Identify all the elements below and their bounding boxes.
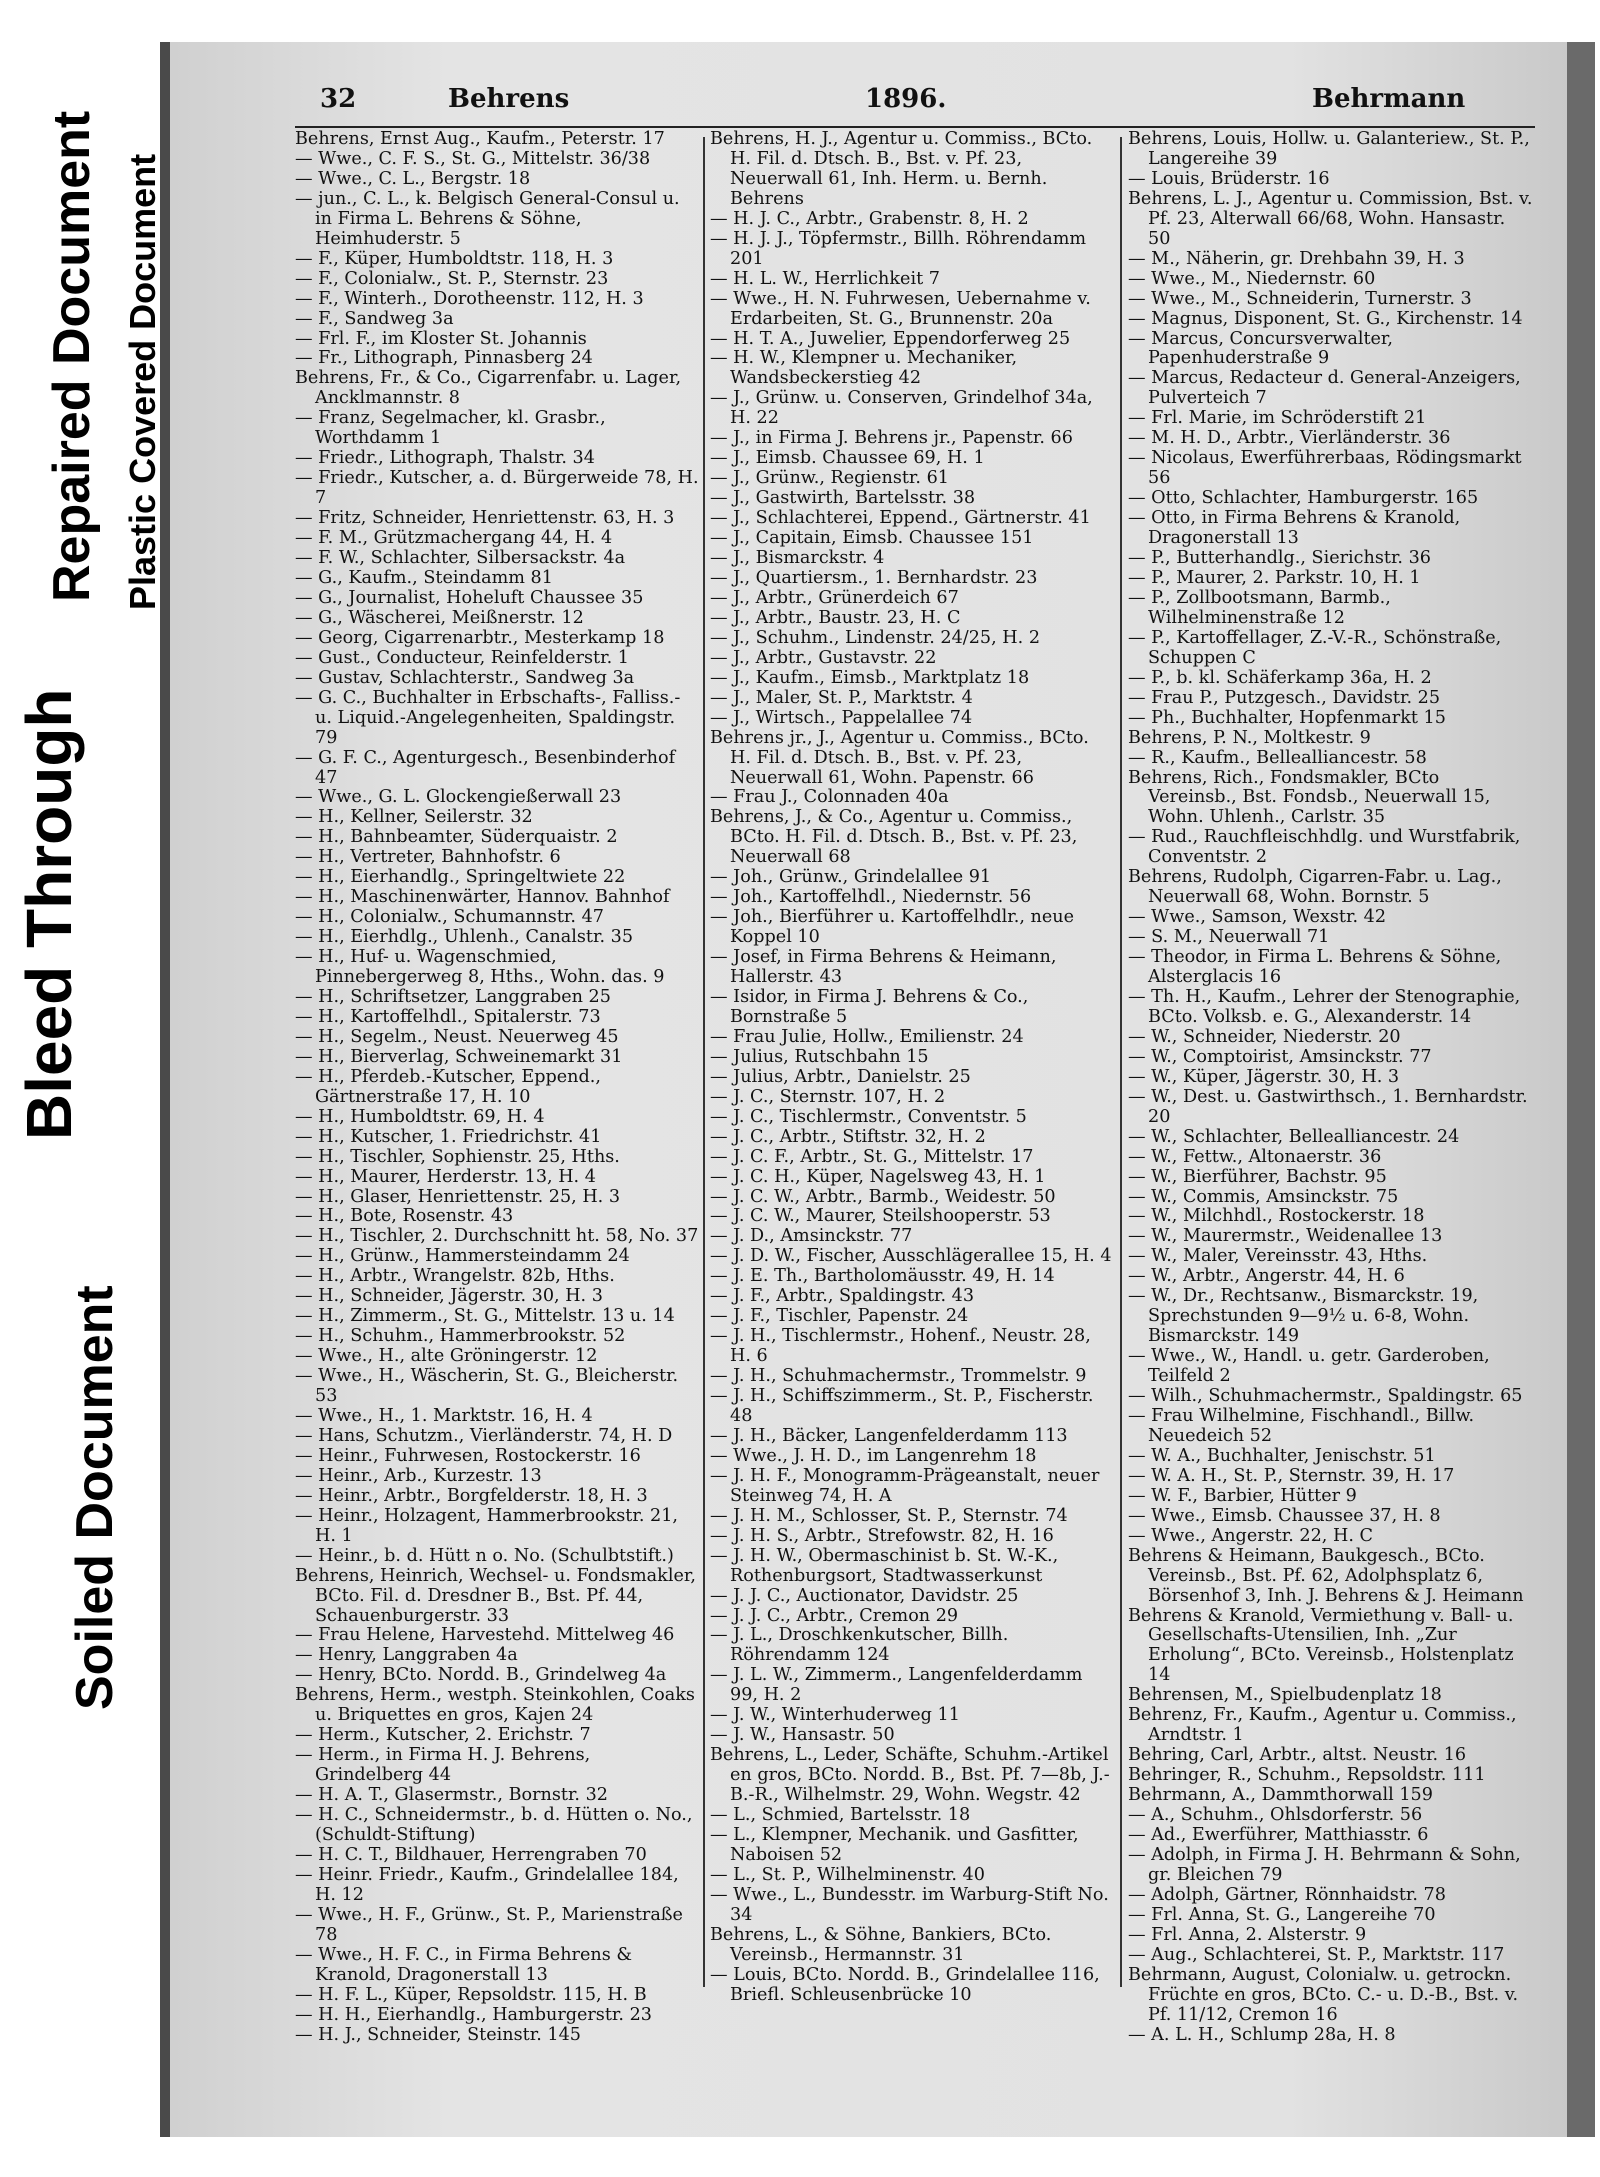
directory-entry: — H. J. J., Töpfermstr., Billh. Röhrendamm 201 (710, 228, 1087, 269)
directory-entry: — F., Küper, Humboldtstr. 118, H. 3 (295, 248, 614, 269)
directory-entry: — H., Bierverlag, Schweinemarkt 31 (295, 1046, 623, 1067)
directory-entry: — Wwe., H. F. C., in Firma Behrens & Kranold, Dragonerstall 13 (295, 1944, 632, 1985)
directory-entry: — Franz, Segelmacher, kl. Grasbr., Worthdamm 1 (295, 408, 606, 449)
directory-entry: — W., Milchhdl., Rostockerstr. 18 (1128, 1206, 1425, 1227)
directory-entry: — Theodor, in Firma L. Behrens & Söhne, Alsterglacis 16 (1128, 947, 1502, 988)
directory-entry: — Wwe., H., Wäscherin, St. G., Bleicherstr. 53 (295, 1366, 679, 1407)
directory-entry: — J. C., Arbtr., Stiftstr. 32, H. 2 (710, 1126, 986, 1147)
directory-entry: — J., Grünw., Regienstr. 61 (710, 468, 949, 489)
directory-entry: — W., Maurermstr., Weidenallee 13 (1128, 1226, 1443, 1247)
directory-entry: — Joh., Bierführer u. Kartoffelhdlr., neue Koppel 10 (710, 907, 1075, 948)
directory-entry: — H., Humboldtstr. 69, H. 4 (295, 1106, 545, 1127)
directory-entry: — J. H. S., Arbtr., Strefowstr. 82, H. 16 (710, 1525, 1054, 1546)
bleed-through-label: Bleed Through (13, 688, 85, 1140)
directory-entry: — W. A. H., St. P., Sternstr. 39, H. 17 (1128, 1465, 1455, 1486)
directory-entry: — J. J. C., Arbtr., Cremon 29 (710, 1605, 959, 1626)
directory-entry: — H. C., Schneidermstr., b. d. Hütten o. No., (Schuldt-Stiftung) (295, 1805, 693, 1846)
directory-entry: — J. C., Tischlermstr., Conventstr. 5 (710, 1106, 1027, 1127)
directory-entry: Behrens, Herm., westph. Steinkohlen, Coaks u. Briquettes en gros, Kajen 24 (295, 1685, 695, 1726)
directory-entry: — Frl. F., im Kloster St. Johannis (295, 328, 587, 349)
directory-entry: — Wilh., Schuhmachermstr., Spaldingstr. 65 (1128, 1386, 1523, 1407)
directory-entry: — Friedr., Kutscher, a. d. Bürgerweide 78, H. 7 (295, 468, 699, 509)
directory-entry: — J. H. F., Monogramm-Prägeanstalt, neuer Steinweg 74, H. A (710, 1465, 1100, 1506)
directory-entry: Behrens, Rich., Fondsmakler, BCto Vereinsb., Bst. Fondsb., Neuerwall 15, Wohn. Uhlenh., Carlstr. 35 (1128, 767, 1491, 828)
directory-entry: — H., Tischler, Sophienstr. 25, Hths. (295, 1146, 620, 1167)
directory-entry: — H. J., Schneider, Steinstr. 145 (295, 2024, 581, 2045)
directory-entry: — L., St. P., Wilhelminenstr. 40 (710, 1864, 985, 1885)
directory-entry: — F., Winterh., Dorotheenstr. 112, H. 3 (295, 288, 644, 309)
directory-entry: — J. C. F., Arbtr., St. G., Mittelstr. 17 (710, 1146, 1034, 1167)
directory-entry: — Wwe., H., alte Gröningerstr. 12 (295, 1346, 598, 1367)
directory-entry: — J., Grünw. u. Conserven, Grindelhof 34a, H. 22 (710, 388, 1093, 429)
directory-entry: Behrens, Heinrich, Wechsel- u. Fondsmakler, BCto. Fil. d. Dresdner B., Bst. Pf. 44, Schauenburgerstr. 33 (295, 1565, 696, 1626)
directory-entry: — Wwe., Eimsb. Chaussee 37, H. 8 (1128, 1505, 1441, 1526)
directory-entry: — W., Arbtr., Angerstr. 44, H. 6 (1128, 1266, 1405, 1287)
directory-entry: — Magnus, Disponent, St. G., Kirchenstr. 14 (1128, 308, 1523, 329)
directory-entry: Behrmann, August, Colonialw. u. getrockn. Früchte en gros, BCto. C.- u. D.-B., Bst. v. Pf. 11/12, Cremon 16 (1128, 1964, 1519, 2025)
directory-entry: — Isidor, in Firma J. Behrens & Co., Bornstraße 5 (710, 986, 1029, 1027)
directory-entry: — F. W., Schlachter, Silbersackstr. 4a (295, 548, 626, 569)
directory-entry: Behrens, L., Leder, Schäfte, Schuhm.-Artikel en gros, BCto. Nordd. B., Bst. Pf. 7—8b, J.-B.-R., Wilhelmstr. 29, Wohn. Wegstr. 42 (710, 1745, 1110, 1806)
directory-entry: — Frau P., Putzgesch., Davidstr. 25 (1128, 687, 1441, 708)
directory-entry: — H., Huf- u. Wagenschmied, Pinnebergerweg 8, Hths., Wohn. das. 9 (295, 947, 665, 988)
directory-entry: — J., Schuhm., Lindenstr. 24/25, H. 2 (710, 627, 1041, 648)
directory-entry: — J. C., Sternstr. 107, H. 2 (710, 1086, 946, 1107)
directory-entry: — Rud., Rauchfleischhdlg. und Wurstfabrik, Conventstr. 2 (1128, 827, 1521, 868)
directory-entry: — Louis, BCto. Nordd. B., Grindelallee 116, Briefl. Schleusenbrücke 10 (710, 1964, 1100, 2005)
directory-entry: — H. H., Eierhandlg., Hamburgerstr. 23 (295, 2004, 652, 2025)
directory-entry: — J. H., Schiffszimmerm., St. P., Fischerstr. 48 (710, 1386, 1094, 1426)
directory-entry: — Th. H., Kaufm., Lehrer der Stenographie, BCto. Volksb. e. G., Alexanderstr. 14 (1128, 986, 1521, 1027)
directory-entry: — P., Butterhandlg., Sierichstr. 36 (1128, 548, 1432, 569)
directory-entry: — S. M., Neuerwall 71 (1128, 927, 1330, 948)
directory-entry: Behrens & Heimann, Baukgesch., BCto. Vereinsb., Bst. Pf. 62, Adolphsplatz 6, Börsenhof 3, Inh. J. Behrens & J. Heimann (1128, 1545, 1524, 1606)
directory-entry: — J., in Firma J. Behrens jr., Papenstr. 66 (710, 428, 1073, 449)
directory-entry: — Gust., Conducteur, Reinfelderstr. 1 (295, 647, 629, 668)
directory-entry: — Heinr., b. d. Hütt n o. No. (Schulbtstift.) (295, 1545, 674, 1566)
directory-entry: — J., Bismarckstr. 4 (710, 548, 885, 569)
repaired-document-label: Repaired Document (43, 110, 101, 602)
directory-entry: — Joh., Grünw., Grindelallee 91 (710, 867, 992, 888)
directory-entry: — J. H. W., Obermaschinist b. St. W.-K., Rothenburgsort, Stadtwasserkunst (710, 1545, 1059, 1586)
directory-entry: — W., Dest. u. Gastwirthsch., 1. Bernhardstr. 20 (1128, 1086, 1528, 1127)
directory-entry: — Friedr., Lithograph, Thalstr. 34 (295, 448, 595, 469)
directory-entry: — J., Maler, St. P., Marktstr. 4 (710, 687, 973, 708)
directory-entry: — J. C. H., Küper, Nagelsweg 43, H. 1 (710, 1166, 1046, 1187)
directory-entry: Behrens jr., J., Agentur u. Commiss., BCto. H. Fil. d. Dtsch. B., Bst. v. Pf. 23, Neuerwall 61, Wohn. Papenstr. 66 (710, 727, 1089, 788)
directory-entry: — H., Schneider, Jägerstr. 30, H. 3 (295, 1286, 603, 1307)
directory-entry: — H., Grünw., Hammersteindamm 24 (295, 1246, 630, 1267)
directory-entry: — J. L., Droschkenkutscher, Billh. Röhrendamm 124 (710, 1625, 1009, 1666)
header-rule (295, 126, 1535, 128)
page-header (320, 84, 1540, 124)
directory-entry: — G., Kaufm., Steindamm 81 (295, 567, 553, 588)
directory-entry: — J. W., Winterhuderweg 11 (710, 1705, 960, 1726)
directory-entry: — H. J. C., Arbtr., Grabenstr. 8, H. 2 (710, 208, 1029, 229)
directory-entry: — Frau Julie, Hollw., Emilienstr. 24 (710, 1026, 1024, 1047)
directory-entry: — Otto, Schlachter, Hamburgerstr. 165 (1128, 488, 1479, 509)
directory-entry: — Ph., Buchhalter, Hopfenmarkt 15 (1128, 707, 1446, 728)
directory-entry: — Adolph, Gärtner, Rönnhaidstr. 78 (1128, 1884, 1446, 1905)
directory-entry: — Frl. Anna, St. G., Langereihe 70 (1128, 1904, 1436, 1925)
page-edge-shadow (1567, 42, 1595, 2137)
scanned-page (160, 42, 1595, 2137)
directory-entry: — A., Schuhm., Ohlsdorferstr. 56 (1128, 1805, 1423, 1826)
directory-entry: — J., Arbtr., Grünerdeich 67 (710, 587, 959, 608)
directory-entry: Behrens, Rudolph, Cigarren-Fabr. u. Lag., Neuerwall 68, Wohn. Bornstr. 5 (1128, 867, 1502, 908)
directory-entry: — Joh., Kartoffelhdl., Niedernstr. 56 (710, 887, 1032, 908)
directory-entry: — J. H., Tischlermstr., Hohenf., Neustr. 28, H. 6 (710, 1326, 1091, 1367)
directory-entry: — W., Maler, Vereinsstr. 43, Hths. (1128, 1246, 1428, 1267)
directory-entry: — J., Eimsb. Chaussee 69, H. 1 (710, 448, 985, 469)
directory-entry: — Heinr., Arb., Kurzestr. 13 (295, 1465, 542, 1486)
year-heading: 1896. (865, 84, 947, 114)
directory-entry: — Herm., in Firma H. J. Behrens, Grindelberg 44 (295, 1745, 591, 1786)
directory-entry: — W., Dr., Rechtsanw., Bismarckstr. 19, Sprechstunden 9—9½ u. 6-8, Wohn. Bismarckstr. 149 (1128, 1286, 1479, 1347)
directory-entry: — J. W., Hansastr. 50 (710, 1725, 895, 1746)
directory-entry: — P., Maurer, 2. Parkstr. 10, H. 1 (1128, 567, 1421, 588)
directory-entry: — Julius, Rutschbahn 15 (710, 1046, 929, 1067)
directory-entry: — F. M., Grützmachergang 44, H. 4 (295, 528, 613, 549)
directory-entry: — H., Schuhm., Hammerbrookstr. 52 (295, 1326, 626, 1347)
directory-entry: — Fritz, Schneider, Henriettenstr. 63, H. 3 (295, 508, 675, 529)
directory-entry: — Wwe., C. F. S., St. G., Mittelstr. 36/38 (295, 148, 651, 169)
directory-entry: — L., Schmied, Bartelsstr. 18 (710, 1805, 971, 1826)
directory-entry: — Marcus, Concursverwalter, Papenhuderstraße 9 (1128, 328, 1393, 369)
directory-entry: — Frau Helene, Harvestehd. Mittelweg 46 (295, 1625, 675, 1646)
directory-entry: — J. H., Schuhmachermstr., Trommelstr. 9 (710, 1366, 1087, 1387)
directory-entry: — Frau Wilhelmine, Fischhandl., Billw. Neuedeich 52 (1128, 1406, 1475, 1446)
directory-entry: — W., Schlachter, Bellealliancestr. 24 (1128, 1126, 1460, 1147)
directory-entry: — Hans, Schutzm., Vierländerstr. 74, H. D (295, 1425, 673, 1446)
directory-entry: — H., Zimmerm., St. G., Mittelstr. 13 u. 14 (295, 1306, 675, 1327)
directory-entry: — Wwe., W., Handl. u. getr. Garderoben, Teilfeld 2 (1128, 1346, 1490, 1387)
directory-entry: — H., Eierhdlg., Uhlenh., Canalstr. 35 (295, 927, 634, 948)
directory-entry: — J., Kaufm., Eimsb., Marktplatz 18 (710, 667, 1030, 688)
directory-entry: Behrens, P. N., Moltkestr. 9 (1128, 727, 1371, 748)
directory-entry: — W., Bierführer, Bachstr. 95 (1128, 1166, 1387, 1187)
directory-entry: — Frau J., Colonnaden 40a (710, 787, 949, 808)
directory-entry: Behrensen, M., Spielbudenplatz 18 (1128, 1685, 1442, 1706)
directory-entry: — H. C. T., Bildhauer, Herrengraben 70 (295, 1844, 647, 1865)
directory-entry: — W., Küper, Jägerstr. 30, H. 3 (1128, 1066, 1400, 1087)
directory-entry: — J. C. W., Maurer, Steilshooperstr. 53 (710, 1206, 1051, 1227)
directory-entry: — Frl. Marie, im Schröderstift 21 (1128, 408, 1427, 429)
directory-entry: — M., Näherin, gr. Drehbahn 39, H. 3 (1128, 248, 1465, 269)
directory-entry: — J. H. M., Schlosser, St. P., Sternstr. 74 (710, 1505, 1068, 1526)
directory-entry: — H., Kartoffelhdl., Spitalerstr. 73 (295, 1006, 601, 1027)
directory-entry: — H. T. A., Juwelier, Eppendorferweg 25 (710, 328, 1071, 349)
directory-entry: — J. E. Th., Bartholomäusstr. 49, H. 14 (710, 1266, 1055, 1287)
directory-entry: — H., Maschinenwärter, Hannov. Bahnhof (295, 887, 670, 908)
directory-entry: — J. C. W., Arbtr., Barmb., Weidestr. 50 (710, 1186, 1056, 1207)
directory-entry: — A. L. H., Schlump 28a, H. 8 (1128, 2024, 1396, 2045)
column-separator (703, 137, 705, 1987)
directory-entry: — H., Segelm., Neust. Neuerweg 45 (295, 1026, 619, 1047)
directory-entry: — Georg, Cigarrenarbtr., Mesterkamp 18 (295, 627, 665, 648)
left-running-head: Behrens (448, 84, 570, 114)
directory-entry: — Wwe., Samson, Wexstr. 42 (1128, 907, 1387, 928)
directory-entry: — Wwe., G. L. Glockengießerwall 23 (295, 787, 622, 808)
directory-entry: — J. F., Arbtr., Spaldingstr. 43 (710, 1286, 975, 1307)
directory-entry: — Josef, in Firma Behrens & Heimann, Hallerstr. 43 (710, 947, 1057, 988)
directory-entry: — W., Schneider, Niederstr. 20 (1128, 1026, 1401, 1047)
directory-entry: — W., Commis, Amsinckstr. 75 (1128, 1186, 1399, 1207)
directory-entry: — J., Capitain, Eimsb. Chaussee 151 (710, 528, 1034, 549)
directory-entry: Behringer, R., Schuhm., Repsoldstr. 111 (1128, 1765, 1486, 1786)
directory-entry: — Nicolaus, Ewerführerbaas, Rödingsmarkt 56 (1128, 448, 1522, 489)
directory-entry: — J. J. C., Auctionator, Davidstr. 25 (710, 1585, 1019, 1606)
directory-entry: — W., Fettw., Altonaerstr. 36 (1128, 1146, 1382, 1167)
directory-entry: Behrens, L., & Söhne, Bankiers, BCto. Vereinsb., Hermannstr. 31 (710, 1924, 1052, 1965)
directory-entry: — J., Schlachterei, Eppend., Gärtnerstr. 41 (710, 508, 1091, 529)
directory-entry: Behrmann, A., Dammthorwall 159 (1128, 1785, 1433, 1806)
directory-entry: — G., Journalist, Hoheluft Chaussee 35 (295, 587, 644, 608)
directory-entry: — M. H. D., Arbtr., Vierländerstr. 36 (1128, 428, 1451, 449)
directory-entry: Behrens, H. J., Agentur u. Commiss., BCto. H. Fil. d. Dtsch. B., Bst. v. Pf. 23, Neuerwall 61, Inh. Herm. u. Bernh. Behrens (710, 129, 1093, 209)
directory-entry: — P., Zollbootsmann, Barmb., Wilhelminenstraße 12 (1128, 587, 1391, 628)
directory-entry: — H., Maurer, Herderstr. 13, H. 4 (295, 1166, 596, 1187)
directory-entry: — Fr., Lithograph, Pinnasberg 24 (295, 348, 593, 369)
directory-entry: — Wwe., M., Schneiderin, Turnerstr. 3 (1128, 288, 1472, 309)
directory-entry: — R., Kaufm., Bellealliancestr. 58 (1128, 747, 1427, 768)
directory-entry: — H. W., Klempner u. Mechaniker, Wandsbeckerstieg 42 (710, 348, 1018, 389)
directory-entry: — W. F., Barbier, Hütter 9 (1128, 1485, 1357, 1506)
plastic-covered-label: Plastic Covered Document (122, 153, 163, 610)
directory-column-left (295, 130, 700, 2046)
directory-entry: — Heinr., Fuhrwesen, Rostockerstr. 16 (295, 1445, 641, 1466)
directory-entry: — H., Arbtr., Wrangelstr. 82b, Hths. (295, 1266, 615, 1287)
directory-entry: — Gustav, Schlachterstr., Sandweg 3a (295, 667, 635, 688)
directory-entry: — Frl. Anna, 2. Alsterstr. 9 (1128, 1924, 1367, 1945)
directory-entry: — H. L. W., Herrlichkeit 7 (710, 268, 940, 289)
directory-entry: Behrenz, Fr., Kaufm., Agentur u. Commiss., Arndtstr. 1 (1128, 1705, 1517, 1746)
column-separator (1120, 137, 1122, 1987)
directory-entry: — J. D., Amsinckstr. 77 (710, 1226, 913, 1247)
directory-entry: — H., Vertreter, Bahnhofstr. 6 (295, 847, 561, 868)
directory-entry: — jun., C. L., k. Belgisch General-Consul u. in Firma L. Behrens & Söhne, Heimhuderstr. 5 (295, 188, 680, 249)
directory-entry: — J. F., Tischler, Papenstr. 24 (710, 1306, 969, 1327)
directory-entry: — G. F. C., Agenturgesch., Besenbinderhof 47 (295, 747, 676, 788)
directory-entry: Behrens, L. J., Agentur u. Commission, Bst. v. Pf. 23, Alterwall 66/68, Wohn. Hansastr. 50 (1128, 188, 1533, 249)
directory-entry: — P., Kartoffellager, Z.-V.-R., Schönstraße, Schuppen C (1128, 627, 1502, 668)
directory-entry: Behrens, Louis, Hollw. u. Galanteriew., St. P., Langereihe 39 (1128, 129, 1530, 169)
directory-entry: — J. L. W., Zimmerm., Langenfelderdamm 99, H. 2 (710, 1665, 1083, 1706)
directory-entry: — J., Arbtr., Gustavstr. 22 (710, 647, 937, 668)
directory-entry: — H. F. L., Küper, Repsoldstr. 115, H. B (295, 1984, 647, 2005)
right-running-head: Behrmann (1312, 84, 1466, 114)
directory-entry: — Wwe., H., 1. Marktstr. 16, H. 4 (295, 1406, 593, 1426)
directory-entry: — F., Colonialw., St. P., Sternstr. 23 (295, 268, 609, 289)
directory-entry: — H., Schriftsetzer, Langgraben 25 (295, 986, 611, 1007)
directory-entry: — Aug., Schlachterei, St. P., Marktstr. 117 (1128, 1944, 1505, 1965)
directory-entry: — Ad., Ewerführer, Matthiasstr. 6 (1128, 1825, 1429, 1846)
directory-entry: Behrens, Fr., & Co., Cigarrenfabr. u. Lager, Ancklmannstr. 8 (295, 368, 682, 409)
directory-entry: — J. H., Bäcker, Langenfelderdamm 113 (710, 1425, 1068, 1446)
directory-entry: — Wwe., L., Bundesstr. im Warburg-Stift No. 34 (710, 1884, 1109, 1925)
directory-entry: — Heinr. Friedr., Kaufm., Grindelallee 184, H. 12 (295, 1864, 679, 1905)
directory-column-middle (710, 130, 1115, 2006)
directory-entry: — Louis, Brüderstr. 16 (1128, 168, 1330, 189)
directory-entry: — Herm., Kutscher, 2. Erichstr. 7 (295, 1725, 591, 1746)
directory-entry: — Julius, Arbtr., Danielstr. 25 (710, 1066, 971, 1087)
directory-entry: — J., Gastwirth, Bartelsstr. 38 (710, 488, 976, 509)
directory-entry: — Henry, Langgraben 4a (295, 1645, 518, 1666)
directory-entry: — Henry, BCto. Nordd. B., Grindelweg 4a (295, 1665, 667, 1686)
directory-entry: — Marcus, Redacteur d. General-Anzeigers, Pulverteich 7 (1128, 368, 1521, 409)
directory-entry: — H., Tischler, 2. Durchschnitt ht. 58, No. 37 (295, 1226, 699, 1247)
directory-entry: — H., Bote, Rosenstr. 43 (295, 1206, 514, 1227)
directory-entry: — P., b. kl. Schäferkamp 36a, H. 2 (1128, 667, 1432, 688)
page-number: 32 (320, 84, 357, 114)
directory-entry: — H., Kutscher, 1. Friedrichstr. 41 (295, 1126, 602, 1147)
directory-entry: — H., Bahnbeamter, Süderquaistr. 2 (295, 827, 618, 848)
directory-entry: — J., Arbtr., Baustr. 23, H. C (710, 607, 961, 628)
directory-entry: — W. A., Buchhalter, Jenischstr. 51 (1128, 1445, 1436, 1466)
directory-entry: — Wwe., H. N. Fuhrwesen, Uebernahme v. Erdarbeiten, St. G., Brunnenstr. 20a (710, 288, 1091, 329)
soiled-document-label: Soiled Document (66, 1285, 124, 1710)
directory-entry: — Wwe., Angerstr. 22, H. C (1128, 1525, 1373, 1546)
directory-entry: — H. A. T., Glasermstr., Bornstr. 32 (295, 1785, 608, 1806)
directory-entry: — J., Wirtsch., Pappelallee 74 (710, 707, 973, 728)
directory-entry: — W., Comptoirist, Amsinckstr. 77 (1128, 1046, 1432, 1067)
directory-entry: — H., Kellner, Seilerstr. 32 (295, 807, 533, 828)
directory-entry: — G., Wäscherei, Meißnerstr. 12 (295, 607, 584, 628)
directory-entry: — H., Pferdeb.-Kutscher, Eppend., Gärtnerstraße 17, H. 10 (295, 1066, 601, 1107)
directory-entry: — Adolph, in Firma J. H. Behrmann & Sohn, gr. Bleichen 79 (1128, 1844, 1521, 1885)
directory-entry: Behrens & Kranold, Vermiethung v. Ball- u. Gesellschafts-Utensilien, Inh. „Zur Erholung“, BCto. Vereinsb., Holstenplatz 14 (1128, 1605, 1514, 1686)
directory-entry: — Wwe., M., Niedernstr. 60 (1128, 268, 1376, 289)
directory-entry: — H., Eierhandlg., Springeltwiete 22 (295, 867, 626, 888)
directory-entry: — J. D. W., Fischer, Ausschlägerallee 15, H. 4 (710, 1246, 1112, 1267)
directory-entry: — L., Klempner, Mechanik. und Gasfitter, Naboisen 52 (710, 1825, 1079, 1865)
directory-entry: Behrens, J., & Co., Agentur u. Commiss., BCto. H. Fil. d. Dtsch. B., Bst. v. Pf. 23, Neuerwall 68 (710, 807, 1078, 868)
directory-entry: — Wwe., C. L., Bergstr. 18 (295, 168, 531, 189)
directory-entry: Behring, Carl, Arbtr., altst. Neustr. 16 (1128, 1745, 1467, 1766)
directory-entry: — J., Quartiersm., 1. Bernhardstr. 23 (710, 567, 1038, 588)
directory-entry: — F., Sandweg 3a (295, 308, 454, 329)
directory-entry: — Heinr., Arbtr., Borgfelderstr. 18, H. 3 (295, 1485, 648, 1506)
directory-entry: — H., Colonialw., Schumannstr. 47 (295, 907, 604, 928)
directory-entry: Behrens, Ernst Aug., Kaufm., Peterstr. 17 (295, 129, 665, 149)
directory-entry: — G. C., Buchhalter in Erbschafts-, Falliss.- u. Liquid.-Angelegenheiten, Spaldingstr. 79 (295, 687, 681, 748)
directory-entry: — Wwe., H. F., Grünw., St. P., Marienstraße 78 (295, 1904, 683, 1945)
directory-entry: — Otto, in Firma Behrens & Kranold, Dragonerstall 13 (1128, 508, 1461, 549)
directory-entry: — Heinr., Holzagent, Hammerbrookstr. 21, H. 1 (295, 1505, 679, 1546)
directory-entry: — Wwe., J. H. D., im Langenrehm 18 (710, 1445, 1037, 1466)
directory-column-right (1128, 130, 1533, 2046)
directory-entry: — H., Glaser, Henriettenstr. 25, H. 3 (295, 1186, 621, 1207)
